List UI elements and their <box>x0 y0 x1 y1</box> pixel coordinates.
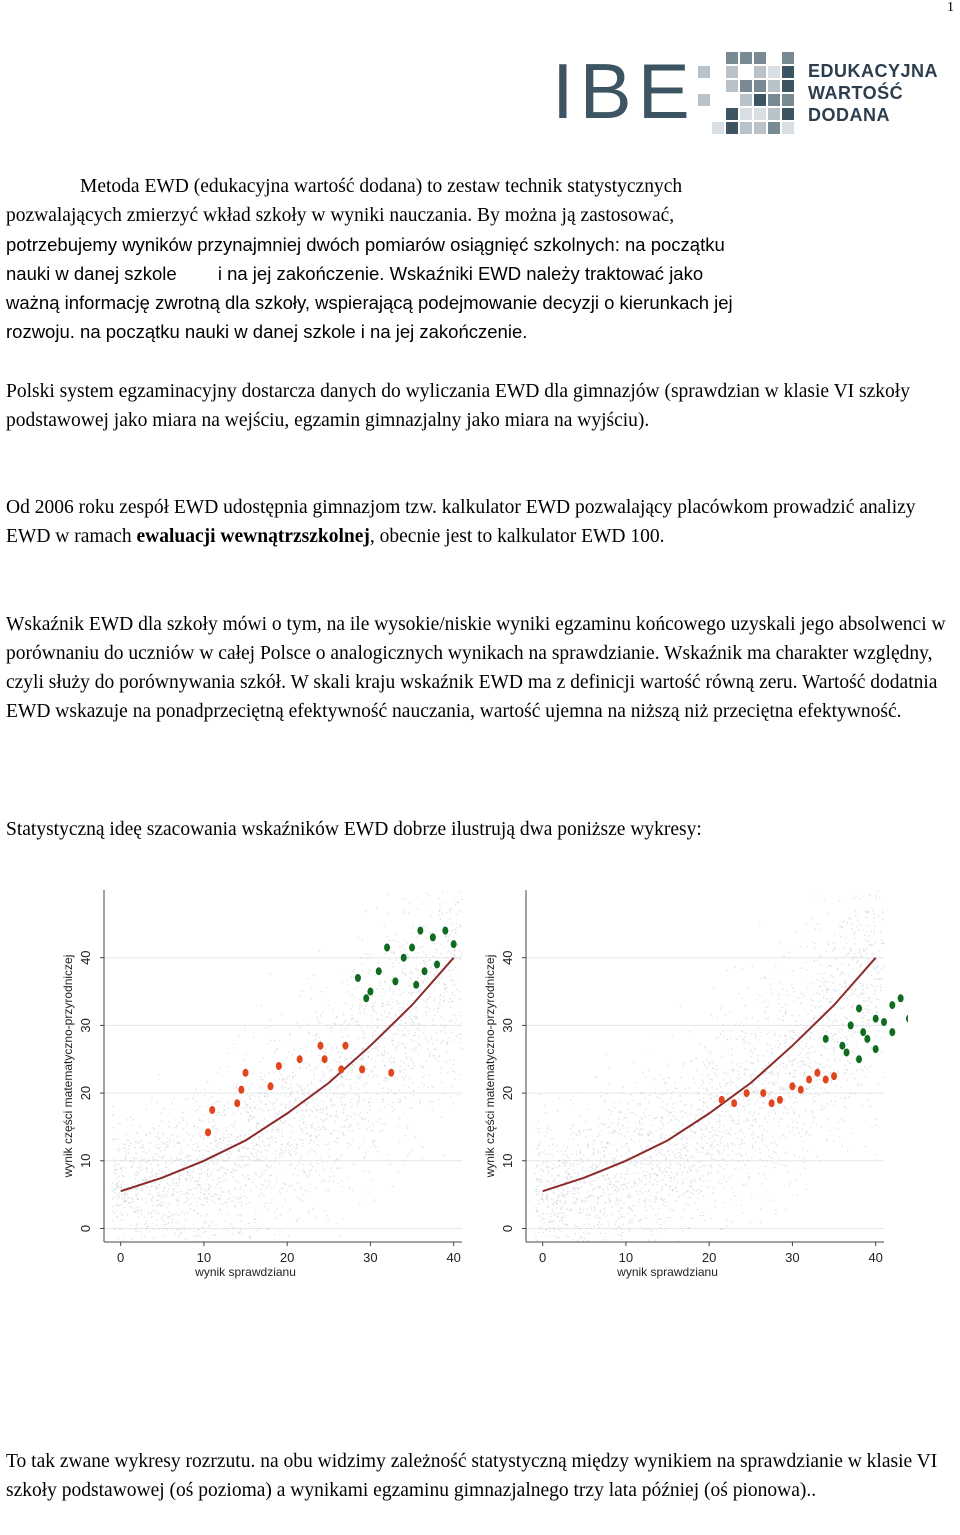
school-point-green <box>823 1035 829 1043</box>
logo-mosaic-cell <box>740 94 752 106</box>
logo-mosaic-cell <box>782 66 794 78</box>
logo-mosaic-cell <box>754 66 766 78</box>
school-point-green <box>413 981 419 989</box>
logo-mosaic-cell <box>698 94 710 106</box>
school-point-green <box>873 1015 879 1023</box>
school-point-red <box>769 1099 775 1107</box>
school-point-green <box>906 1015 908 1023</box>
school-point-red <box>243 1069 249 1077</box>
logo-mosaic-cell <box>782 108 794 120</box>
logo-mosaic-cell <box>782 122 794 134</box>
paragraph-intro-line: Metoda EWD (edukacyjna wartość dodana) to zestaw technik statystycznych <box>80 176 683 197</box>
school-point-green <box>856 1004 862 1012</box>
school-point-green <box>409 944 415 952</box>
logo-mosaic-cell <box>726 52 738 64</box>
x-tick-label: 30 <box>785 1250 800 1265</box>
school-point-green <box>848 1021 854 1029</box>
y-axis-label: wynik części matematyczno-przyrodniczej <box>483 954 497 1178</box>
paragraph-intro-line: ważną informację zwrotną dla szkoły, wspierającą podejmowanie decyzji o kierunkach jej <box>6 292 733 313</box>
logo-mosaic-cell <box>768 66 780 78</box>
school-point-green <box>873 1045 879 1053</box>
x-tick-label: 10 <box>618 1250 634 1265</box>
logo-mosaic-cell <box>754 122 766 134</box>
y-tick-label: 10 <box>78 1153 93 1169</box>
school-point-green <box>442 927 448 935</box>
logo-mosaic-cell <box>782 94 794 106</box>
x-tick-label: 20 <box>279 1250 295 1265</box>
x-tick-label: 20 <box>701 1250 717 1265</box>
logo-tagline <box>808 60 938 126</box>
x-tick-label: 10 <box>196 1250 212 1265</box>
school-point-red <box>338 1065 344 1073</box>
logo-mosaic-cell <box>726 108 738 120</box>
y-tick-label: 0 <box>78 1224 93 1233</box>
school-point-red <box>719 1096 725 1104</box>
paragraph-exam-system: Polski system egzaminacyjny dostarcza danych do wyliczania EWD dla gimnazjów (sprawdzian w klasie VI szkoły podstawowej jako miara na wejściu, egzamin gimnazjalny jako miara na wyjściu). <box>6 381 910 431</box>
x-tick-label: 40 <box>446 1250 461 1265</box>
page-number: 1 <box>947 0 954 15</box>
paragraph-intro-line: nauki w danej szkole i na jej zakończenie. Wskaźniki EWD należy traktować jako <box>6 263 704 284</box>
logo-mosaic-icon <box>698 52 798 136</box>
x-axis-label: wynik sprawdzianu <box>195 1265 296 1279</box>
scatter-charts-figure <box>60 872 908 1302</box>
school-point-green <box>889 1028 895 1036</box>
logo-mosaic-cell <box>712 122 724 134</box>
school-point-red <box>205 1128 211 1136</box>
logo-wordmark: IBE <box>552 47 696 135</box>
logo-mosaic-cell <box>754 80 766 92</box>
ibe-logo <box>552 48 960 140</box>
logo-mosaic-cell <box>698 66 710 78</box>
logo-mosaic-cell <box>782 80 794 92</box>
logo-mosaic-cell <box>754 94 766 106</box>
logo-mosaic-cell <box>726 122 738 134</box>
y-tick-label: 30 <box>78 1018 93 1033</box>
school-point-red <box>359 1065 365 1073</box>
school-point-green <box>839 1042 845 1050</box>
school-point-green <box>434 960 440 968</box>
school-point-red <box>268 1082 274 1090</box>
paragraph-scatter-explanation: To tak zwane wykresy rozrzutu. na obu widzimy zależność statystyczną między wynikiem na sprawdzianie w klasie VI szkoły podstawowej (oś pozioma) a wynikami egzaminu gimnazjalnego trzy lata później (oś pionowa).. <box>6 1451 938 1501</box>
x-axis-label: wynik sprawdzianu <box>617 1265 718 1279</box>
logo-tagline-line: EDUKACYJNA <box>808 61 939 81</box>
school-point-red <box>238 1086 244 1094</box>
school-point-green <box>430 933 436 941</box>
logo-mosaic-cell <box>754 108 766 120</box>
school-point-green <box>451 940 457 948</box>
paragraph-calculator <box>6 493 952 551</box>
logo-mosaic-cell <box>740 52 752 64</box>
paragraph-charts-intro: Statystyczną ideę szacowania wskaźników EWD dobrze ilustrują dwa poniższe wykresy: <box>6 819 702 840</box>
logo-mosaic-cell <box>740 108 752 120</box>
school-point-red <box>209 1106 215 1114</box>
x-tick-label: 40 <box>868 1250 883 1265</box>
school-point-red <box>806 1076 812 1084</box>
school-point-red <box>814 1069 820 1077</box>
school-point-green <box>856 1055 862 1063</box>
school-point-green <box>898 994 904 1002</box>
school-point-green <box>417 927 423 935</box>
school-point-green <box>367 988 373 996</box>
school-point-green <box>844 1048 850 1056</box>
logo-tagline-line: DODANA <box>808 105 890 125</box>
logo-mosaic-cell <box>740 80 752 92</box>
y-tick-label: 20 <box>78 1085 93 1101</box>
school-point-red <box>322 1055 328 1063</box>
school-point-red <box>789 1082 795 1090</box>
school-point-green <box>889 1001 895 1009</box>
school-point-red <box>342 1042 348 1050</box>
school-point-red <box>744 1089 750 1097</box>
school-point-red <box>823 1076 829 1084</box>
paragraph-intro-line: rozwoju. na początku nauki w danej szkole i na jej zakończenie. <box>6 321 528 342</box>
logo-mosaic-cell <box>768 80 780 92</box>
y-tick-label: 0 <box>500 1224 515 1233</box>
y-tick-label: 40 <box>500 950 515 965</box>
school-point-red <box>276 1062 282 1070</box>
x-tick-label: 0 <box>539 1250 547 1265</box>
x-tick-label: 30 <box>363 1250 378 1265</box>
school-point-green <box>355 974 361 982</box>
logo-tagline-line: WARTOŚĆ <box>808 83 904 103</box>
school-point-red <box>234 1099 240 1107</box>
school-point-green <box>860 1028 866 1036</box>
logo-mosaic-cell <box>754 52 766 64</box>
school-point-green <box>392 977 398 985</box>
logo-mosaic-cell <box>768 122 780 134</box>
school-point-green <box>864 1035 870 1043</box>
school-point-green <box>363 994 369 1002</box>
logo-mosaic-cell <box>726 66 738 78</box>
y-axis-label: wynik części matematyczno-przyrodniczej <box>61 954 75 1178</box>
school-point-green <box>401 954 407 962</box>
school-point-red <box>798 1086 804 1094</box>
logo-mosaic-cell <box>768 108 780 120</box>
school-point-green <box>376 967 382 975</box>
school-point-green <box>384 944 390 952</box>
logo-mosaic-cell <box>740 122 752 134</box>
paragraph-calculator-text: Od 2006 roku zespół EWD udostępnia gimnazjom tzw. kalkulator EWD pozwalający placówkom prowadzić analizy EWD w ramach <box>6 497 916 547</box>
paragraph-intro-line: pozwalających zmierzyć wkład szkoły w wyniki nauczania. By można ją zastosować, <box>6 205 675 226</box>
plot-area <box>526 890 884 1242</box>
y-tick-label: 40 <box>78 950 93 965</box>
school-point-green <box>881 1018 887 1026</box>
y-tick-label: 30 <box>500 1018 515 1033</box>
school-point-red <box>388 1069 394 1077</box>
school-point-red <box>831 1072 837 1080</box>
y-tick-label: 20 <box>500 1085 515 1101</box>
paragraph-calculator-bold: ewaluacji wewnątrzszkolnej <box>136 526 370 547</box>
logo-mosaic-cell <box>782 52 794 64</box>
paragraph-intro-line: potrzebujemy wyników przynajmniej dwóch pomiarów osiągnięć szkolnych: na początku <box>6 234 725 255</box>
school-point-red <box>777 1096 783 1104</box>
x-tick-label: 0 <box>117 1250 125 1265</box>
logo-mosaic-cell <box>768 94 780 106</box>
school-point-green <box>422 967 428 975</box>
scatter-charts-svg <box>60 872 908 1302</box>
paragraph-ewd-definition: Wskaźnik EWD dla szkoły mówi o tym, na ile wysokie/niskie wyniki egzaminu końcowego uzyskali jego absolwenci w porównaniu do uczniów w całej Polsce o analogicznych wynikach na sprawdzianie. Wskaźnik ma charakter względny, czyli służy do porównywania szkół. W skali kraju wskaźnik EWD ma z definicji wartość równą zeru. Wartość dodatnia EWD wskazuje na ponadprzeciętną efektywność nauczania, wartość ujemna na niższą niż przeciętna efektywność. <box>6 614 946 722</box>
y-tick-label: 10 <box>500 1153 515 1169</box>
logo-mosaic-cell <box>726 80 738 92</box>
paragraph-calculator-text-end: , obecnie jest to kalkulator EWD 100. <box>369 526 665 547</box>
school-point-red <box>297 1055 303 1063</box>
school-point-red <box>731 1099 737 1107</box>
school-point-red <box>760 1089 766 1097</box>
school-point-red <box>317 1042 323 1050</box>
